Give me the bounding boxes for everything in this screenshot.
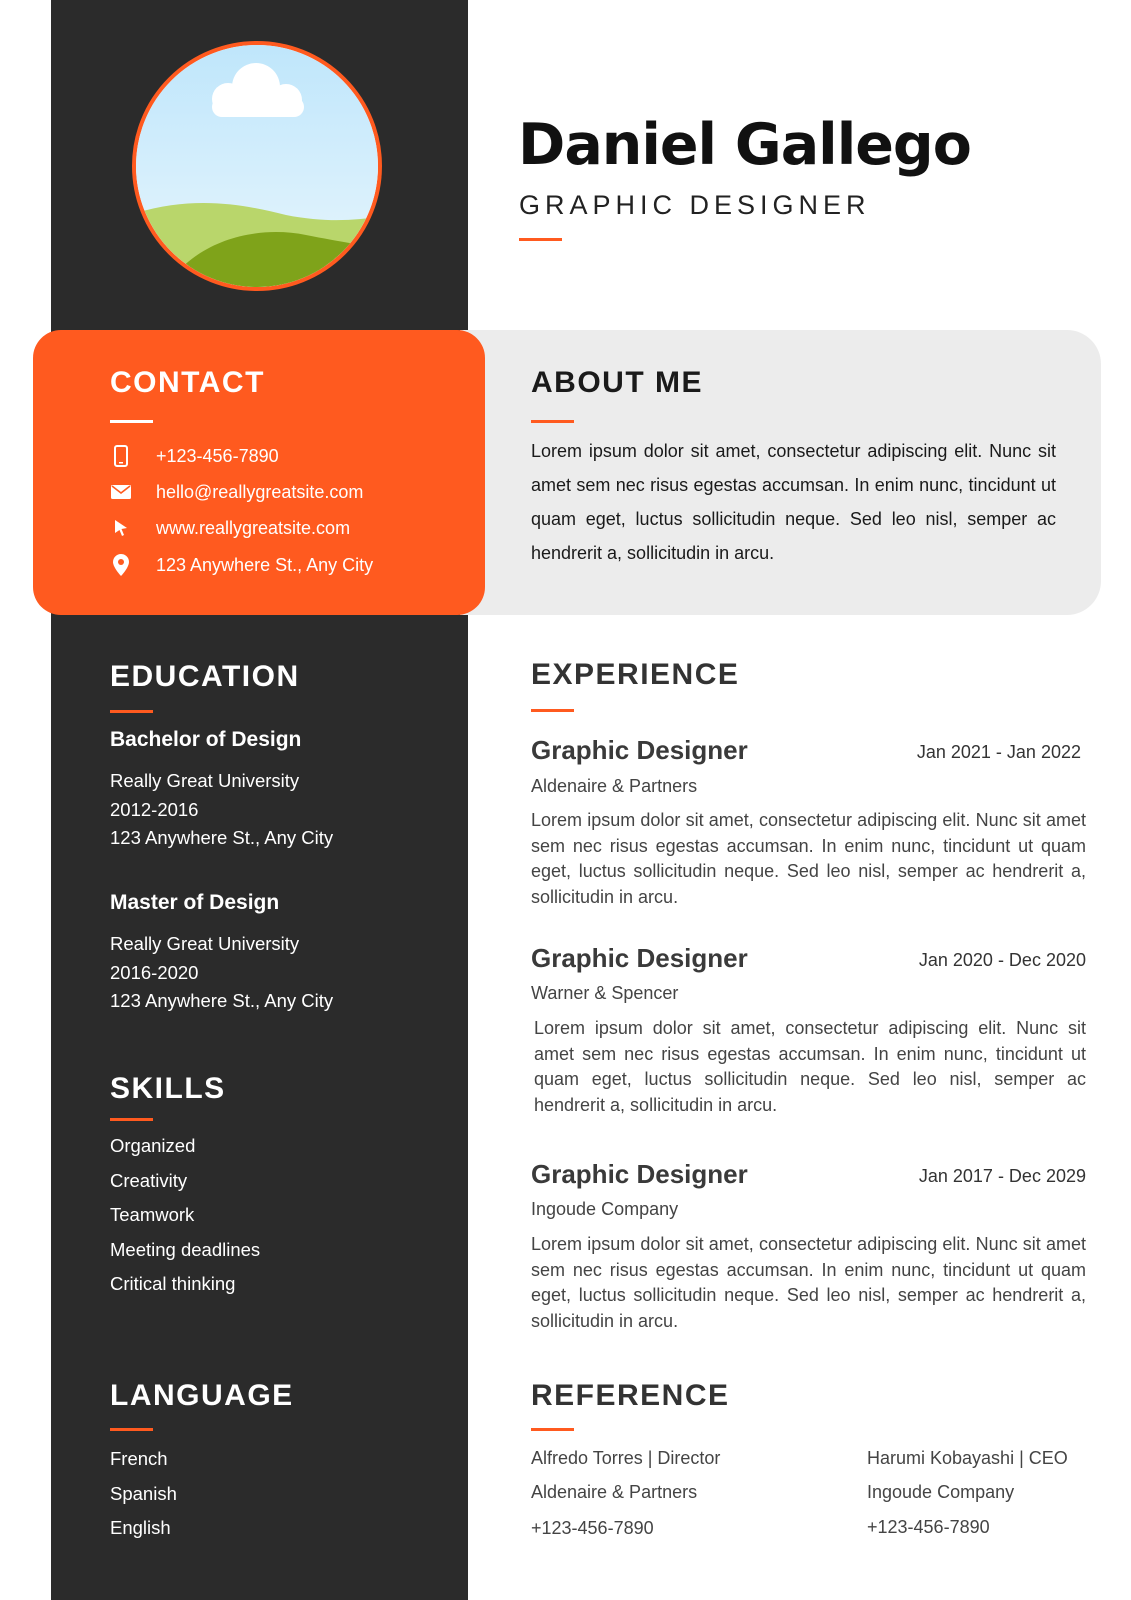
job-date-2: Jan 2020 - Dec 2020 xyxy=(918,950,1086,970)
skill-item: Creativity xyxy=(110,1169,188,1191)
skill-item: Teamwork xyxy=(110,1204,195,1225)
job-title-1: Graphic Designer xyxy=(531,735,748,765)
cursor-icon xyxy=(110,519,132,537)
language-divider xyxy=(110,1428,153,1431)
mail-icon xyxy=(110,485,132,499)
education-years-1: 2012-2016 xyxy=(110,799,199,820)
language-list xyxy=(110,1442,177,1546)
education-school-2: Really Great University xyxy=(110,933,300,954)
reference-heading: REFERENCE xyxy=(531,1379,730,1412)
education-degree-2: Master of Design xyxy=(110,891,280,914)
contact-phone-text: +123-456-7890 xyxy=(156,445,279,466)
contact-address xyxy=(110,552,373,578)
experience-heading: EXPERIENCE xyxy=(531,658,740,691)
job-company-3: Ingoude Company xyxy=(531,1199,679,1219)
reference-phone-2: +123-456-7890 xyxy=(867,1517,990,1537)
skills-heading: SKILLS xyxy=(110,1072,226,1105)
job-description-3: Lorem ipsum dolor sit amet, consectetur adipiscing elit. Nunc sit amet sem nec risus egestas accumsan. In enim nunc, tincidunt ut quam eget, luctus sollicitudin neque. Sed leo nisl, semper ac hendrerit a, sollicitudin in arcu. xyxy=(531,1234,1086,1331)
education-address-1: 123 Anywhere St., Any City xyxy=(110,827,334,848)
contact-website[interactable] xyxy=(110,515,350,541)
reference-company-1: Aldenaire & Partners xyxy=(531,1482,698,1502)
skill-item: Critical thinking xyxy=(110,1273,236,1294)
about-heading: ABOUT ME xyxy=(531,366,703,399)
job-date-1: Jan 2021 - Jan 2022 xyxy=(916,742,1081,762)
experience-divider xyxy=(531,709,574,712)
contact-address-text: 123 Anywhere St., Any City xyxy=(156,554,374,575)
education-years-2: 2016-2020 xyxy=(110,962,199,983)
reference-divider xyxy=(531,1428,574,1431)
skills-list xyxy=(110,1129,260,1302)
job-description-2: Lorem ipsum dolor sit amet, consectetur adipiscing elit. Nunc sit amet sem nec risus egestas accumsan. In enim nunc, tincidunt ut quam eget, luctus sollicitudin neque. Sed leo nisl, semper ac hendrerit a, sollicitudin in arcu. xyxy=(534,1018,1086,1115)
education-school-1: Really Great University xyxy=(110,770,300,791)
job-title-3: Graphic Designer xyxy=(531,1159,748,1189)
landscape-image xyxy=(136,45,378,287)
skill-item: Organized xyxy=(110,1135,196,1156)
about-text: Lorem ipsum dolor sit amet, consectetur adipiscing elit. Nunc sit amet sem nec risus egestas accumsan. In enim nunc, tincidunt ut quam eget, luctus sollicitudin neque. Sed leo nisl, semper ac hendrerit a, sollicitudin in arcu. xyxy=(531,441,1056,563)
contact-divider xyxy=(110,420,153,423)
reference-phone-1: +123-456-7890 xyxy=(531,1518,654,1538)
header-divider xyxy=(519,238,562,241)
phone-icon xyxy=(110,445,132,467)
candidate-name: Daniel Gallego xyxy=(518,112,971,178)
education-degree-1: Bachelor of Design xyxy=(110,728,302,751)
contact-email[interactable] xyxy=(110,479,363,505)
job-company-2: Warner & Spencer xyxy=(531,983,679,1003)
skills-divider xyxy=(110,1118,153,1121)
skill-item: Meeting deadlines xyxy=(110,1238,261,1260)
language-heading: LANGUAGE xyxy=(110,1379,294,1412)
education-address-2: 123 Anywhere St., Any City xyxy=(110,990,334,1011)
education-divider xyxy=(110,710,153,713)
reference-name-1: Alfredo Torres | Director xyxy=(531,1448,721,1468)
about-divider xyxy=(531,420,574,423)
job-title-2: Graphic Designer xyxy=(531,943,748,973)
contact-email-text: hello@reallygreatsite.com xyxy=(156,481,364,502)
job-description-1: Lorem ipsum dolor sit amet, consectetur adipiscing elit. Nunc sit amet sem nec risus egestas accumsan. In enim nunc, tincidunt ut quam eget, luctus sollicitudin neque. Sed leo nisl, semper ac hendrerit a, sollicitudin in arcu. xyxy=(531,810,1086,907)
reference-name-2: Harumi Kobayashi | CEO xyxy=(867,1448,1068,1468)
language-item: Spanish xyxy=(110,1482,177,1504)
language-item: French xyxy=(110,1448,168,1469)
profile-photo xyxy=(132,41,382,291)
contact-heading: CONTACT xyxy=(110,366,265,399)
contact-phone[interactable] xyxy=(110,443,279,469)
contact-website-text: www.reallygreatsite.com xyxy=(156,517,351,538)
language-item: English xyxy=(110,1517,171,1538)
reference-company-2: Ingoude Company xyxy=(867,1482,1015,1502)
job-company-1: Aldenaire & Partners xyxy=(531,776,698,796)
location-pin-icon xyxy=(110,554,132,576)
job-date-3: Jan 2017 - Dec 2029 xyxy=(918,1166,1086,1186)
education-heading: EDUCATION xyxy=(110,660,300,693)
job-role: GRAPHIC DESIGNER xyxy=(519,190,871,220)
